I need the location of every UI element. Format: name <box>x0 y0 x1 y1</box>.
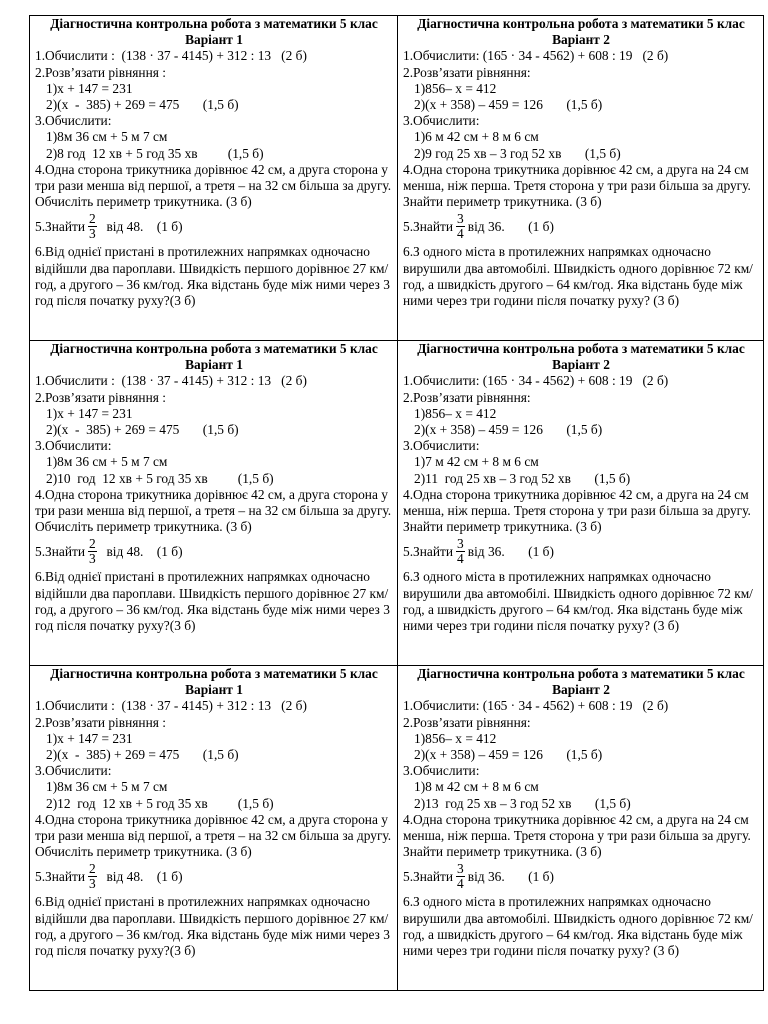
task-3-heading: 3.Обчислити: <box>35 113 112 129</box>
calc-1: 1)7 м 42 см + 8 м 6 см <box>414 454 539 470</box>
fraction-denominator: 3 <box>89 226 96 242</box>
calc-2: 2)12 год 12 хв + 5 год 35 хв (1,5 б) <box>46 795 274 811</box>
cell-title: Діагностична контрольна робота з математики 5 клас <box>50 341 378 356</box>
equation-2: 2)(х + 358) – 459 = 126 (1,5 б) <box>414 747 603 763</box>
fraction <box>88 862 97 891</box>
variant-cell <box>398 16 764 341</box>
fraction-denominator: 3 <box>89 876 96 892</box>
task-2-heading: 2.Розв’язати рівняння: <box>403 389 531 405</box>
fraction-numerator: 3 <box>457 211 464 227</box>
calc-1: 1)8м 36 см + 5 м 7 см <box>46 129 168 145</box>
variant-cell <box>30 16 398 341</box>
variant-cell <box>30 341 398 666</box>
task-5-suffix: від 36. (1 б) <box>467 218 554 234</box>
task-3-heading: 3.Обчислити: <box>35 763 112 779</box>
equation-1: 1)х + 147 = 231 <box>46 405 133 421</box>
task-5-prefix: 5.Знайти <box>403 868 454 884</box>
task-1: 1.Обчислити: (165 · 34 - 4562) + 608 : 19 (2 б) <box>403 48 669 64</box>
calc-1: 1)6 м 42 см + 8 м 6 см <box>414 129 539 145</box>
variant-label: Варіант 1 <box>185 357 243 373</box>
cell-title: Діагностична контрольна робота з математики 5 клас <box>417 341 745 356</box>
calc-2: 2)13 год 25 хв – 3 год 52 хв (1,5 б) <box>414 795 631 811</box>
variant-cell <box>30 666 398 991</box>
variant-cell <box>398 666 764 991</box>
fraction-numerator: 3 <box>457 861 464 877</box>
calc-2: 2)10 год 12 хв + 5 год 35 хв (1,5 б) <box>46 470 274 486</box>
calc-2: 2)11 год 25 хв – 3 год 52 хв (1,5 б) <box>414 470 631 486</box>
fraction-denominator: 4 <box>457 551 464 567</box>
task-6: 6.Від однієї пристані в протилежних напрямках одночасно відійшли два пароплави. Швидкість першого дорівнює 27 км/год, а другого – 36 км/год. Яка відстань буде між ними через 3 год після початку руху?(3 б) <box>35 569 390 634</box>
task-2-heading: 2.Розв’язати рівняння : <box>35 714 166 730</box>
fraction-denominator: 4 <box>457 226 464 242</box>
task-2-heading: 2.Розв’язати рівняння : <box>35 389 166 405</box>
task-1: 1.Обчислити: (165 · 34 - 4562) + 608 : 19 (2 б) <box>403 698 669 714</box>
task-4: 4.Одна сторона трикутника дорівнює 42 см, а друга сторона у три рази менша від першої, а третя – на 32 см більша за другу. Обчисліть периметр трикутника. (3 б) <box>35 811 392 860</box>
task-4: 4.Одна сторона трикутника дорівнює 42 см, а друга на 24 см менша, ніж перша. Третя сторона у три рази більша за другу. Знайти периметр трикутника. (3 б) <box>403 486 751 535</box>
fraction-numerator: 3 <box>457 536 464 552</box>
task-1: 1.Обчислити : (138 · 37 - 4145) + 312 : 13 (2 б) <box>35 373 307 389</box>
calc-1: 1)8м 36 см + 5 м 7 см <box>46 779 168 795</box>
task-3-heading: 3.Обчислити: <box>403 438 480 454</box>
task-6: 6.З одного міста в протилежних напрямках одночасно вирушили два автомобілі. Швидкість одного дорівнює 72 км/год, а швидкість другого – 64 км/год. Яка відстань буде між ними через три години після початку руху? (3 б) <box>403 569 753 634</box>
task-5 <box>403 862 759 891</box>
fraction <box>88 537 97 566</box>
task-1: 1.Обчислити : (138 · 37 - 4145) + 312 : 13 (2 б) <box>35 698 307 714</box>
task-6: 6.Від однієї пристані в протилежних напрямках одночасно відійшли два пароплави. Швидкість першого дорівнює 27 км/год, а другого – 36 км/год. Яка відстань буде між ними через 3 год після початку руху?(3 б) <box>35 244 390 309</box>
task-5-prefix: 5.Знайти <box>35 218 86 234</box>
worksheet-table <box>29 15 764 991</box>
task-6: 6.Від однієї пристані в протилежних напрямках одночасно відійшли два пароплави. Швидкість першого дорівнює 27 км/год, а другого – 36 км/год. Яка відстань буде між ними через 3 год після початку руху?(3 б) <box>35 894 390 959</box>
task-5-prefix: 5.Знайти <box>35 543 86 559</box>
equation-2: 2)(х - 385) + 269 = 475 (1,5 б) <box>46 97 239 113</box>
table-row <box>30 666 764 991</box>
task-6: 6.З одного міста в протилежних напрямках одночасно вирушили два автомобілі. Швидкість одного дорівнює 72 км/год, а швидкість другого – 64 км/год. Яка відстань буде між ними через три години після початку руху? (3 б) <box>403 894 753 959</box>
variant-label: Варіант 1 <box>185 682 243 698</box>
fraction <box>456 212 465 241</box>
table-row <box>30 16 764 341</box>
task-1: 1.Обчислити : (138 · 37 - 4145) + 312 : 13 (2 б) <box>35 48 307 64</box>
cell-title: Діагностична контрольна робота з математики 5 клас <box>50 666 378 681</box>
task-5-prefix: 5.Знайти <box>35 868 86 884</box>
task-2-heading: 2.Розв’язати рівняння : <box>35 64 166 80</box>
task-2-heading: 2.Розв’язати рівняння: <box>403 64 531 80</box>
fraction-denominator: 3 <box>89 551 96 567</box>
task-5-suffix: від 36. (1 б) <box>467 868 554 884</box>
fraction <box>88 212 97 241</box>
task-4: 4.Одна сторона трикутника дорівнює 42 см, а друга на 24 см менша, ніж перша. Третя сторона у три рази більша за другу. Знайти периметр трикутника. (3 б) <box>403 811 751 860</box>
equation-2: 2)(х + 358) – 459 = 126 (1,5 б) <box>414 97 603 113</box>
cell-title: Діагностична контрольна робота з математики 5 клас <box>417 666 745 681</box>
fraction <box>456 862 465 891</box>
task-5-suffix: від 48. (1 б) <box>99 868 183 884</box>
fraction-numerator: 2 <box>89 536 96 552</box>
task-4: 4.Одна сторона трикутника дорівнює 42 см, а друга сторона у три рази менша від першої, а третя – на 32 см більша за другу. Обчисліть периметр трикутника. (3 б) <box>35 486 392 535</box>
variant-label: Варіант 2 <box>552 32 610 48</box>
calc-1: 1)8 м 42 см + 8 м 6 см <box>414 779 539 795</box>
task-5-suffix: від 36. (1 б) <box>467 543 554 559</box>
table-row <box>30 341 764 666</box>
task-4: 4.Одна сторона трикутника дорівнює 42 см, а друга на 24 см менша, ніж перша. Третя сторона у три рази більша за другу. Знайти периметр трикутника. (3 б) <box>403 161 751 210</box>
variant-label: Варіант 2 <box>552 682 610 698</box>
variant-label: Варіант 1 <box>185 32 243 48</box>
task-5 <box>35 212 393 241</box>
variant-cell <box>398 341 764 666</box>
equation-2: 2)(х - 385) + 269 = 475 (1,5 б) <box>46 422 239 438</box>
equation-1: 1)х + 147 = 231 <box>46 80 133 96</box>
equation-1: 1)856– х = 412 <box>414 730 497 746</box>
cell-title: Діагностична контрольна робота з математики 5 клас <box>50 16 378 31</box>
task-5-prefix: 5.Знайти <box>403 218 454 234</box>
variant-label: Варіант 2 <box>552 357 610 373</box>
fraction-numerator: 2 <box>89 211 96 227</box>
calc-1: 1)8м 36 см + 5 м 7 см <box>46 454 168 470</box>
calc-2: 2)8 год 12 хв + 5 год 35 хв (1,5 б) <box>46 145 264 161</box>
fraction <box>456 537 465 566</box>
task-5-prefix: 5.Знайти <box>403 543 454 559</box>
task-2-heading: 2.Розв’язати рівняння: <box>403 714 531 730</box>
equation-1: 1)856– х = 412 <box>414 80 497 96</box>
calc-2: 2)9 год 25 хв – 3 год 52 хв (1,5 б) <box>414 145 621 161</box>
task-5 <box>35 537 393 566</box>
task-5-suffix: від 48. (1 б) <box>99 543 183 559</box>
equation-1: 1)856– х = 412 <box>414 405 497 421</box>
task-5 <box>35 862 393 891</box>
equation-2: 2)(х + 358) – 459 = 126 (1,5 б) <box>414 422 603 438</box>
equation-2: 2)(х - 385) + 269 = 475 (1,5 б) <box>46 747 239 763</box>
task-6: 6.З одного міста в протилежних напрямках одночасно вирушили два автомобілі. Швидкість одного дорівнює 72 км/год, а швидкість другого – 64 км/год. Яка відстань буде між ними через три години після початку руху? (3 б) <box>403 244 753 309</box>
task-3-heading: 3.Обчислити: <box>35 438 112 454</box>
equation-1: 1)х + 147 = 231 <box>46 730 133 746</box>
fraction-numerator: 2 <box>89 861 96 877</box>
task-5-suffix: від 48. (1 б) <box>99 218 183 234</box>
task-5 <box>403 212 759 241</box>
fraction-denominator: 4 <box>457 876 464 892</box>
cell-title: Діагностична контрольна робота з математики 5 клас <box>417 16 745 31</box>
task-4: 4.Одна сторона трикутника дорівнює 42 см, а друга сторона у три рази менша від першої, а третя – на 32 см більша за другу. Обчисліть периметр трикутника. (3 б) <box>35 161 392 210</box>
task-3-heading: 3.Обчислити: <box>403 113 480 129</box>
task-5 <box>403 537 759 566</box>
task-3-heading: 3.Обчислити: <box>403 763 480 779</box>
task-1: 1.Обчислити: (165 · 34 - 4562) + 608 : 19 (2 б) <box>403 373 669 389</box>
